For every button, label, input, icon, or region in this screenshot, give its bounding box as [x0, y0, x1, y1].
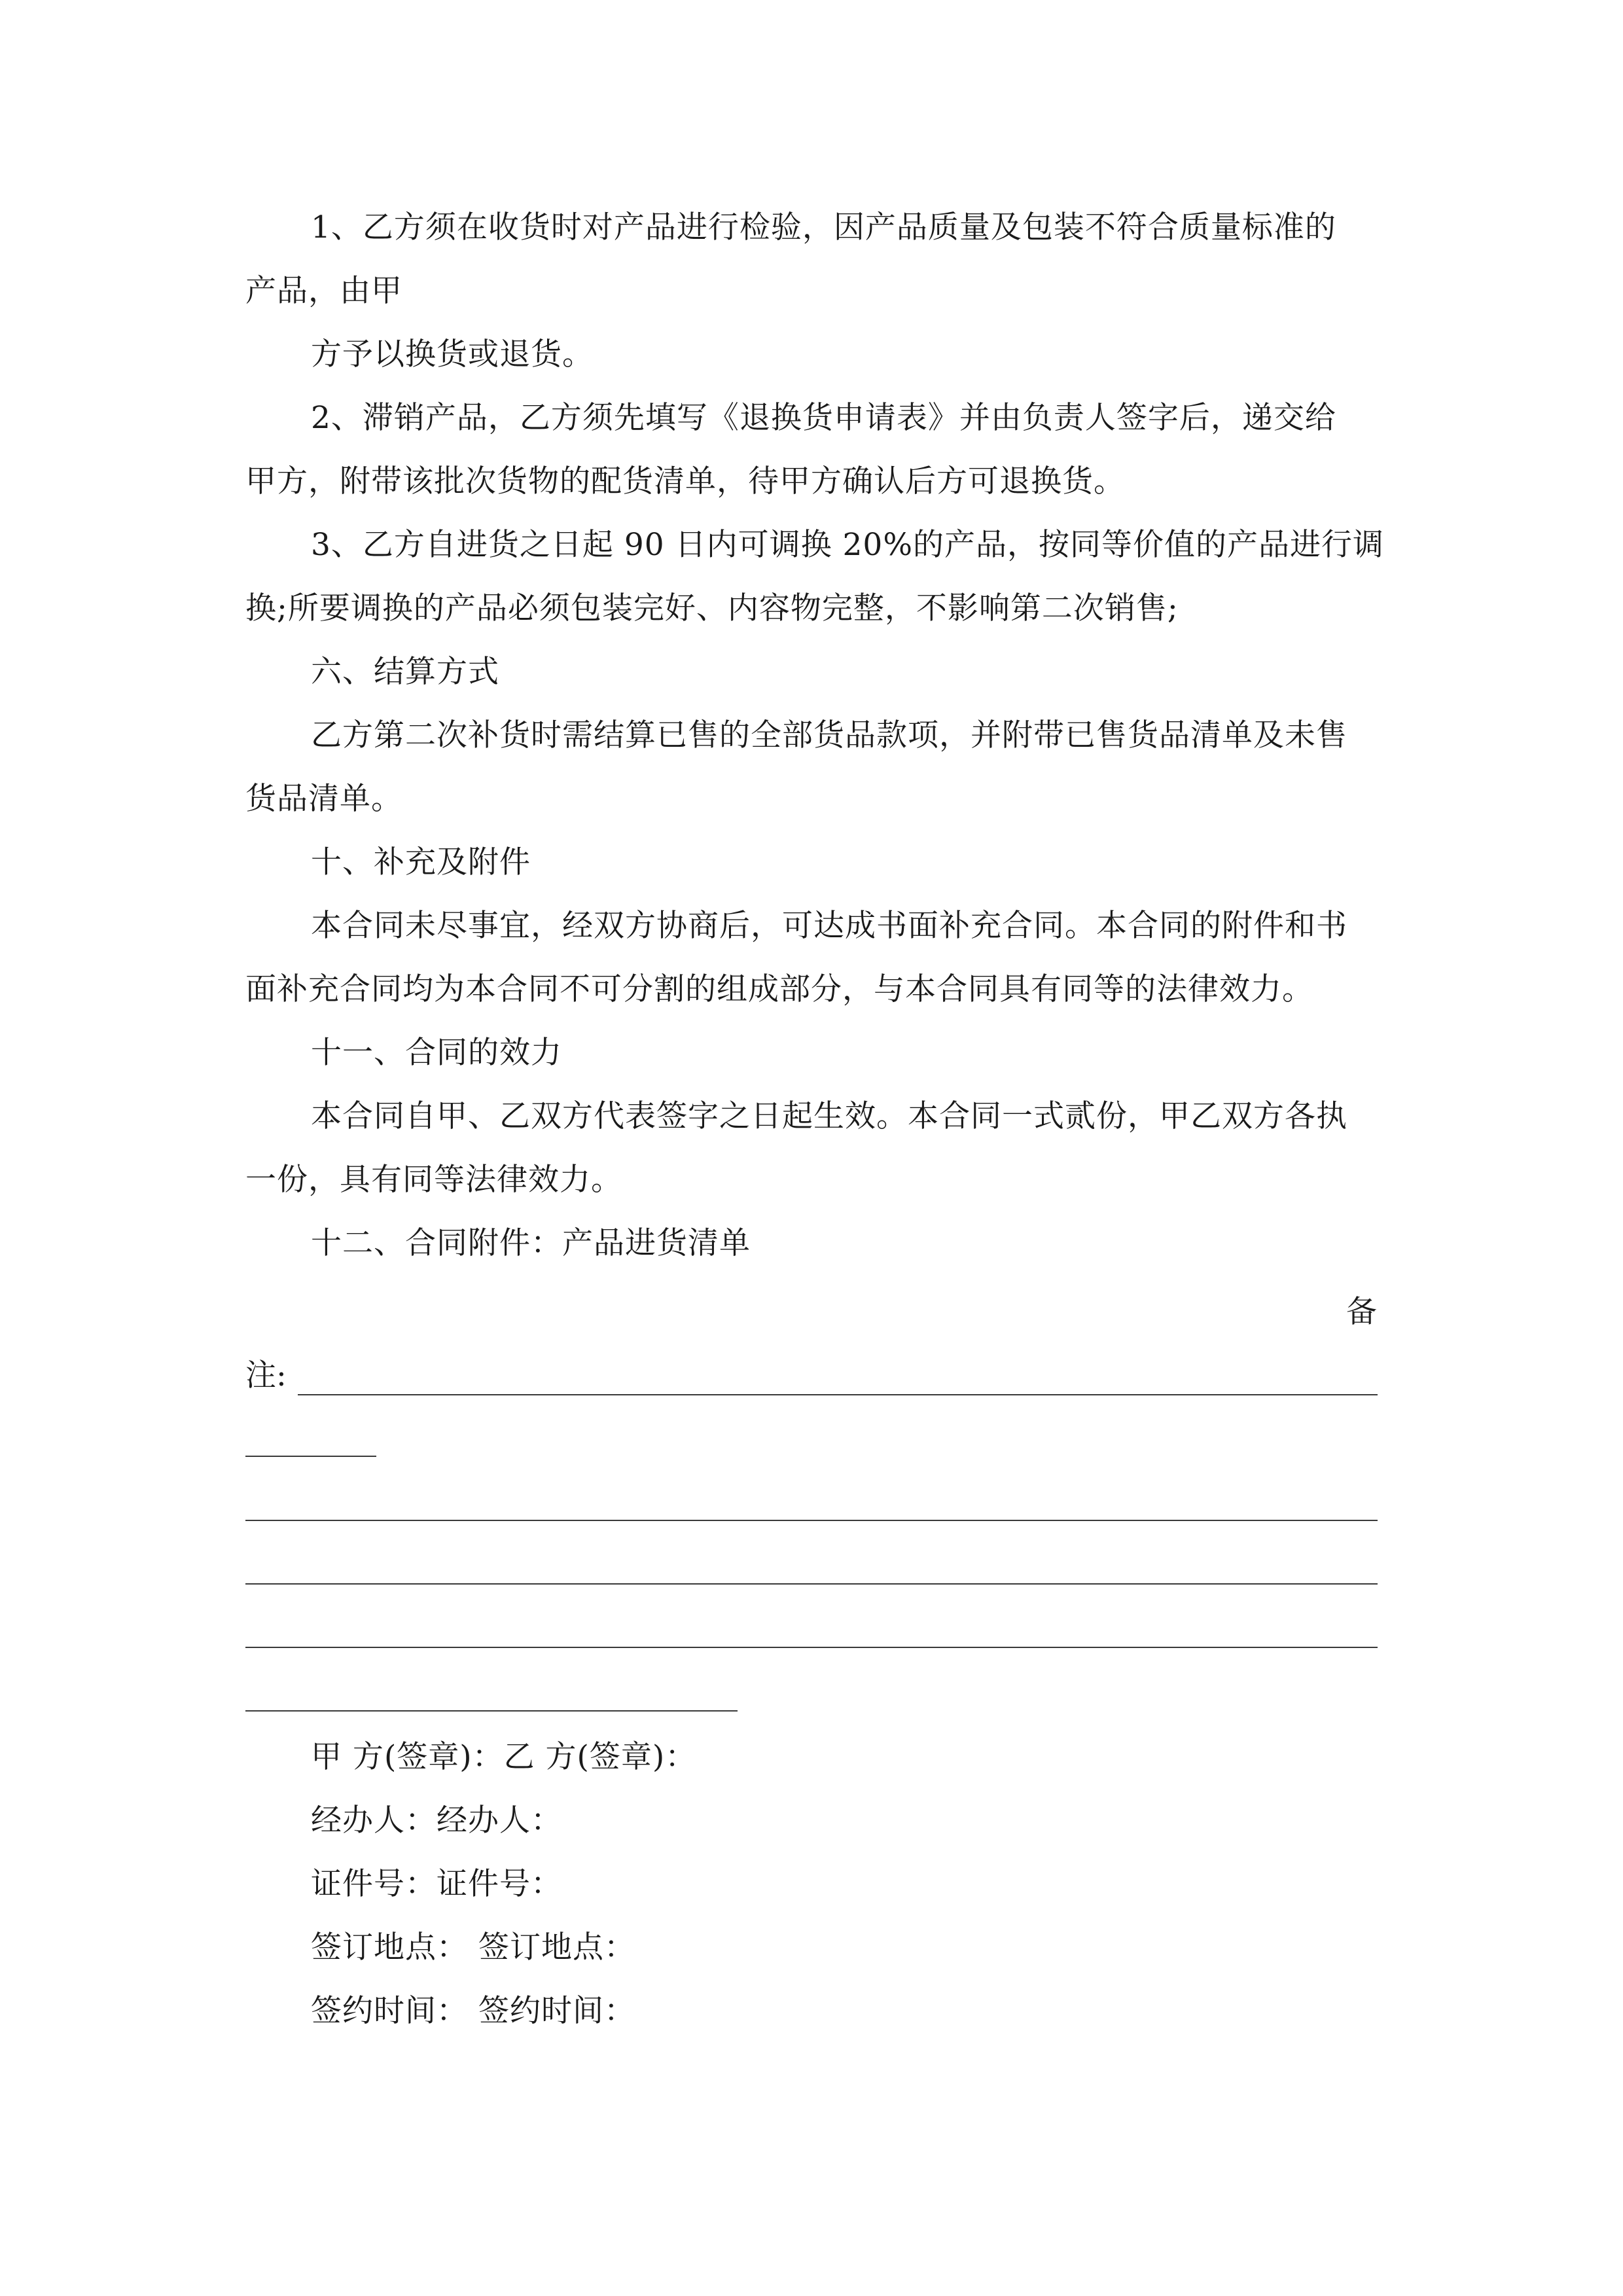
- section6-heading: 六、结算方式: [311, 654, 499, 690]
- clause5-item3-line1: 3、乙方自进货之日起 90 日内可调换 20%的产品，按同等价值的产品进行调: [311, 527, 1384, 563]
- remark-blank-line-3: [245, 1583, 1378, 1585]
- section11-body-line2: 一份，具有同等法律效力。: [245, 1162, 622, 1198]
- section12-heading: 十二、合同附件：产品进货清单: [311, 1225, 751, 1261]
- remark-blank-line-5: [245, 1710, 738, 1712]
- remark-row: [245, 1356, 1378, 1395]
- section10-body-line2: 面补充合同均为本合同不可分割的组成部分，与本合同具有同等的法律效力。: [245, 971, 1313, 1007]
- section11-body-line1: 本合同自甲、乙双方代表签字之日起生效。本合同一式贰份，甲乙双方各执: [311, 1098, 1347, 1134]
- signature-party-seal: 甲 方(签章)：乙 方(签章)：: [311, 1739, 697, 1775]
- section6-body-line2: 货品清单。: [245, 781, 402, 817]
- clause5-item1-line1: 1、乙方须在收货时对产品进行检验，因产品质量及包装不符合质量标准的: [311, 209, 1336, 245]
- section10-heading: 十、补充及附件: [311, 844, 531, 880]
- signature-id-number: 证件号：证件号：: [311, 1866, 562, 1902]
- remark-blank-line-1: [245, 1456, 376, 1457]
- remark-label-char2: 注:: [245, 1357, 287, 1393]
- signature-agent: 经办人：经办人：: [311, 1803, 562, 1839]
- signature-place: 签订地点： 签订地点：: [311, 1929, 635, 1965]
- remark-label-char1: 备: [1346, 1294, 1378, 1330]
- clause5-item3-line2: 换;所要调换的产品必须包装完好、内容物完整，不影响第二次销售;: [245, 590, 1179, 626]
- clause5-item2-line2: 甲方，附带该批次货物的配货清单，待甲方确认后方可退换货。: [245, 463, 1125, 499]
- clause5-item1-line3: 方予以换货或退货。: [311, 336, 594, 372]
- remark-underline: [298, 1394, 1378, 1395]
- section6-body-line1: 乙方第二次补货时需结算已售的全部货品款项，并附带已售货品清单及未售: [311, 717, 1347, 753]
- signature-time: 签约时间： 签约时间：: [311, 1993, 635, 2029]
- section10-body-line1: 本合同未尽事宜，经双方协商后，可达成书面补充合同。本合同的附件和书: [311, 908, 1347, 944]
- clause5-item2-line1: 2、滞销产品，乙方须先填写《退换货申请表》并由负责人签字后，递交给: [311, 400, 1336, 436]
- clause5-item1-line2: 产品，由甲: [245, 273, 402, 309]
- remark-blank-line-4: [245, 1647, 1378, 1648]
- remark-blank-line-2: [245, 1520, 1378, 1521]
- section11-heading: 十一、合同的效力: [311, 1035, 562, 1071]
